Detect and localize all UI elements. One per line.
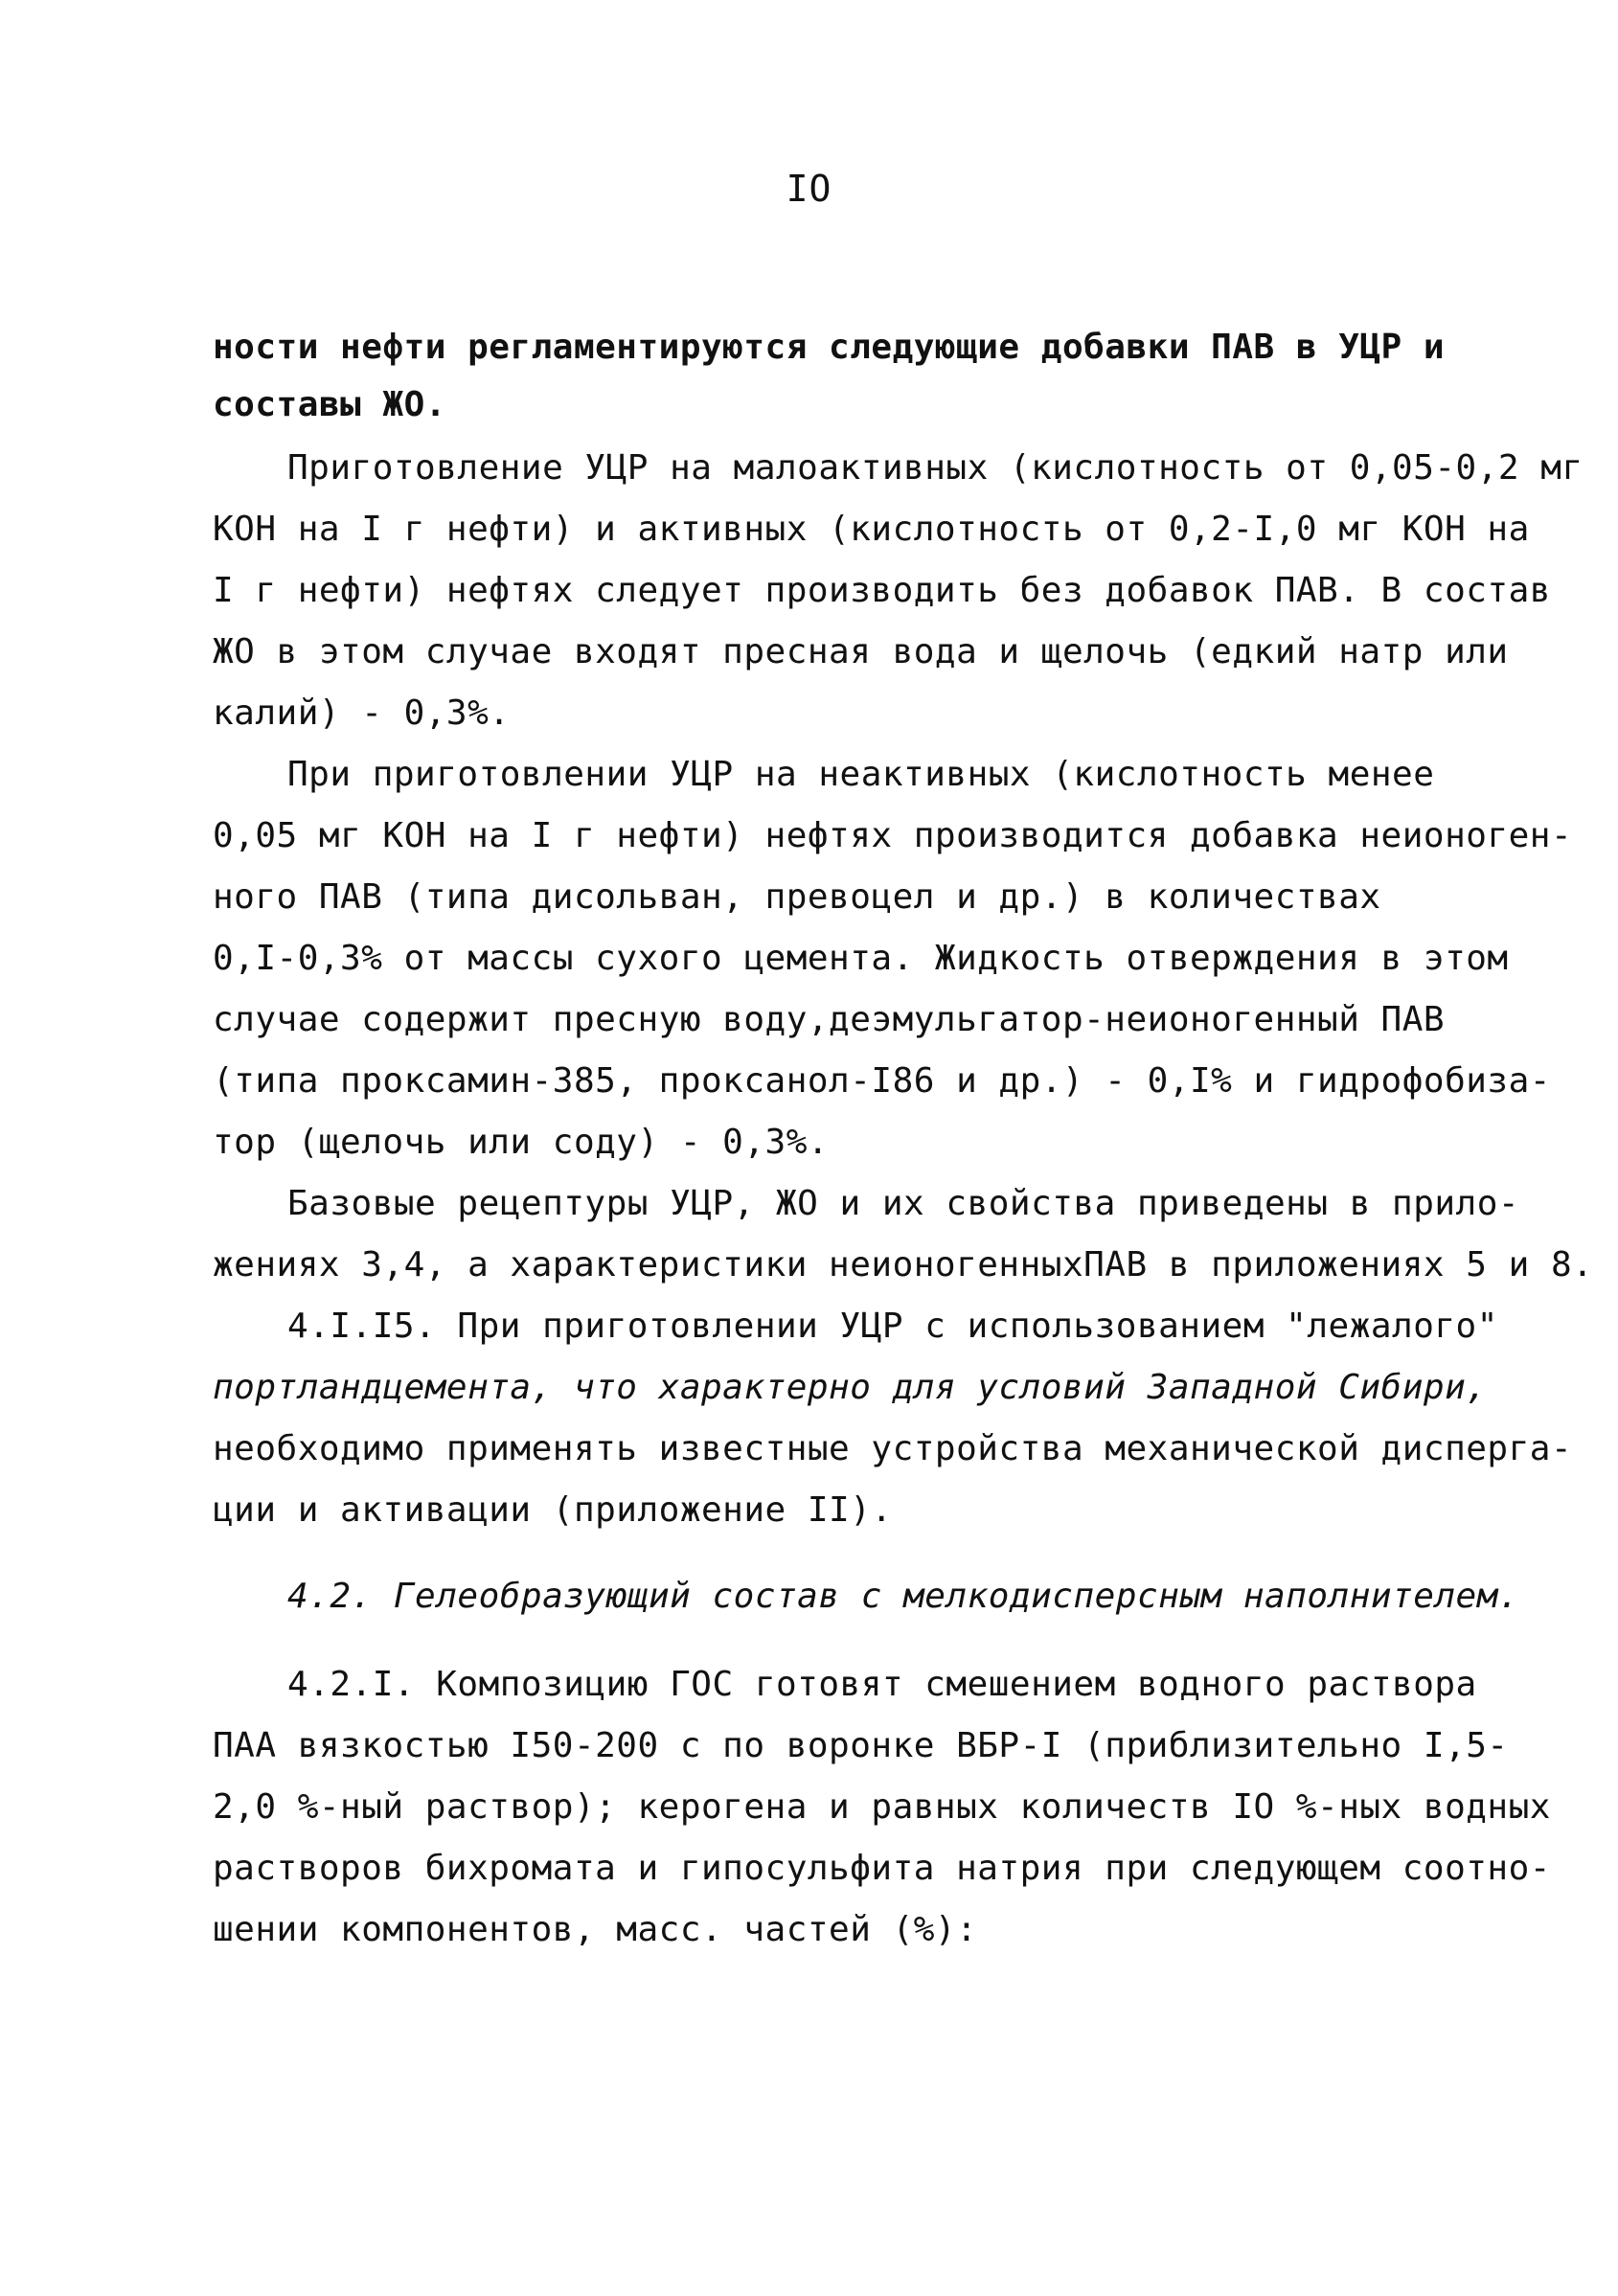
paragraph-3-line-1: При приготовлении УЦР на неактивных (кислотность менее	[287, 755, 1435, 794]
paragraph-3-line-6: (типа проксамин-385, проксанол-I86 и др.) - 0,I% и гидрофобиза-	[213, 1061, 1551, 1101]
paragraph-2-line-5: калий) - 0,3%.	[213, 693, 511, 733]
paragraph-5-line-2: портландцемента, что характерно для условий Западной Сибири,	[213, 1368, 1488, 1407]
paragraph-3-line-5: случае содержит пресную воду,деэмульгатор-неионогенный ПАВ	[213, 1000, 1446, 1039]
paragraph-4-line-2: жениях 3,4, а характеристики неионогенныхПАВ в приложениях 5 и 8.	[213, 1245, 1594, 1284]
paragraph-1-line-1: ности нефти регламентируются следующие добавки ПАВ в УЦР и	[213, 328, 1446, 367]
paragraph-7-line-2: ПАА вязкостью I50-200 с по воронке ВБР-I (приблизительно I,5-	[213, 1726, 1509, 1765]
paragraph-5-line-1: 4.I.I5. При приготовлении УЦР с использованием "лежалого"	[287, 1307, 1498, 1346]
page-number: IO	[786, 168, 832, 210]
paragraph-5-line-3: необходимо применять известные устройства механической дисперга-	[213, 1429, 1573, 1468]
paragraph-2-line-4: ЖО в этом случае входят пресная вода и щелочь (едкий натр или	[213, 632, 1509, 671]
paragraph-3-line-3: ного ПАВ (типа дисольван, превоцел и др.) в количествах	[213, 877, 1381, 917]
paragraph-7-line-1: 4.2.I. Композицию ГОС готовят смешением водного раствора	[287, 1665, 1477, 1704]
paragraph-5-line-4: ции и активации (приложение II).	[213, 1490, 893, 1530]
paragraph-7-line-5: шении компонентов, масс. частей (%):	[213, 1910, 978, 1949]
paragraph-2-line-2: КОН на I г нефти) и активных (кислотность от 0,2-I,0 мг КОН на	[213, 510, 1530, 549]
paragraph-3-line-4: 0,I-0,3% от массы сухого цемента. Жидкость отверждения в этом	[213, 939, 1509, 978]
paragraph-4-line-1: Базовые рецептуры УЦР, ЖО и их свойства приведены в прило-	[287, 1184, 1520, 1223]
paragraph-2-line-1: Приготовление УЦР на малоактивных (кислотность от 0,05-0,2 мг	[287, 448, 1584, 488]
paragraph-1-line-2: составы ЖО.	[213, 385, 446, 424]
paragraph-3-line-2: 0,05 мг КОН на I г нефти) нефтях производится добавка неионоген-	[213, 816, 1573, 855]
paragraph-3-line-7: тор (щелочь или соду) - 0,3%.	[213, 1123, 830, 1162]
paragraph-7-line-4: растворов бихромата и гипосульфита натрия при следующем соотно-	[213, 1849, 1551, 1888]
paragraph-2-line-3: I г нефти) нефтях следует производить без добавок ПАВ. В состав	[213, 571, 1551, 610]
paragraph-7-line-3: 2,0 %-ный раствор); керогена и равных количеств IO %-ных водных	[213, 1787, 1551, 1827]
section-heading: 4.2. Гелеобразующий состав с мелкодисперсным наполнителем.	[287, 1577, 1520, 1616]
